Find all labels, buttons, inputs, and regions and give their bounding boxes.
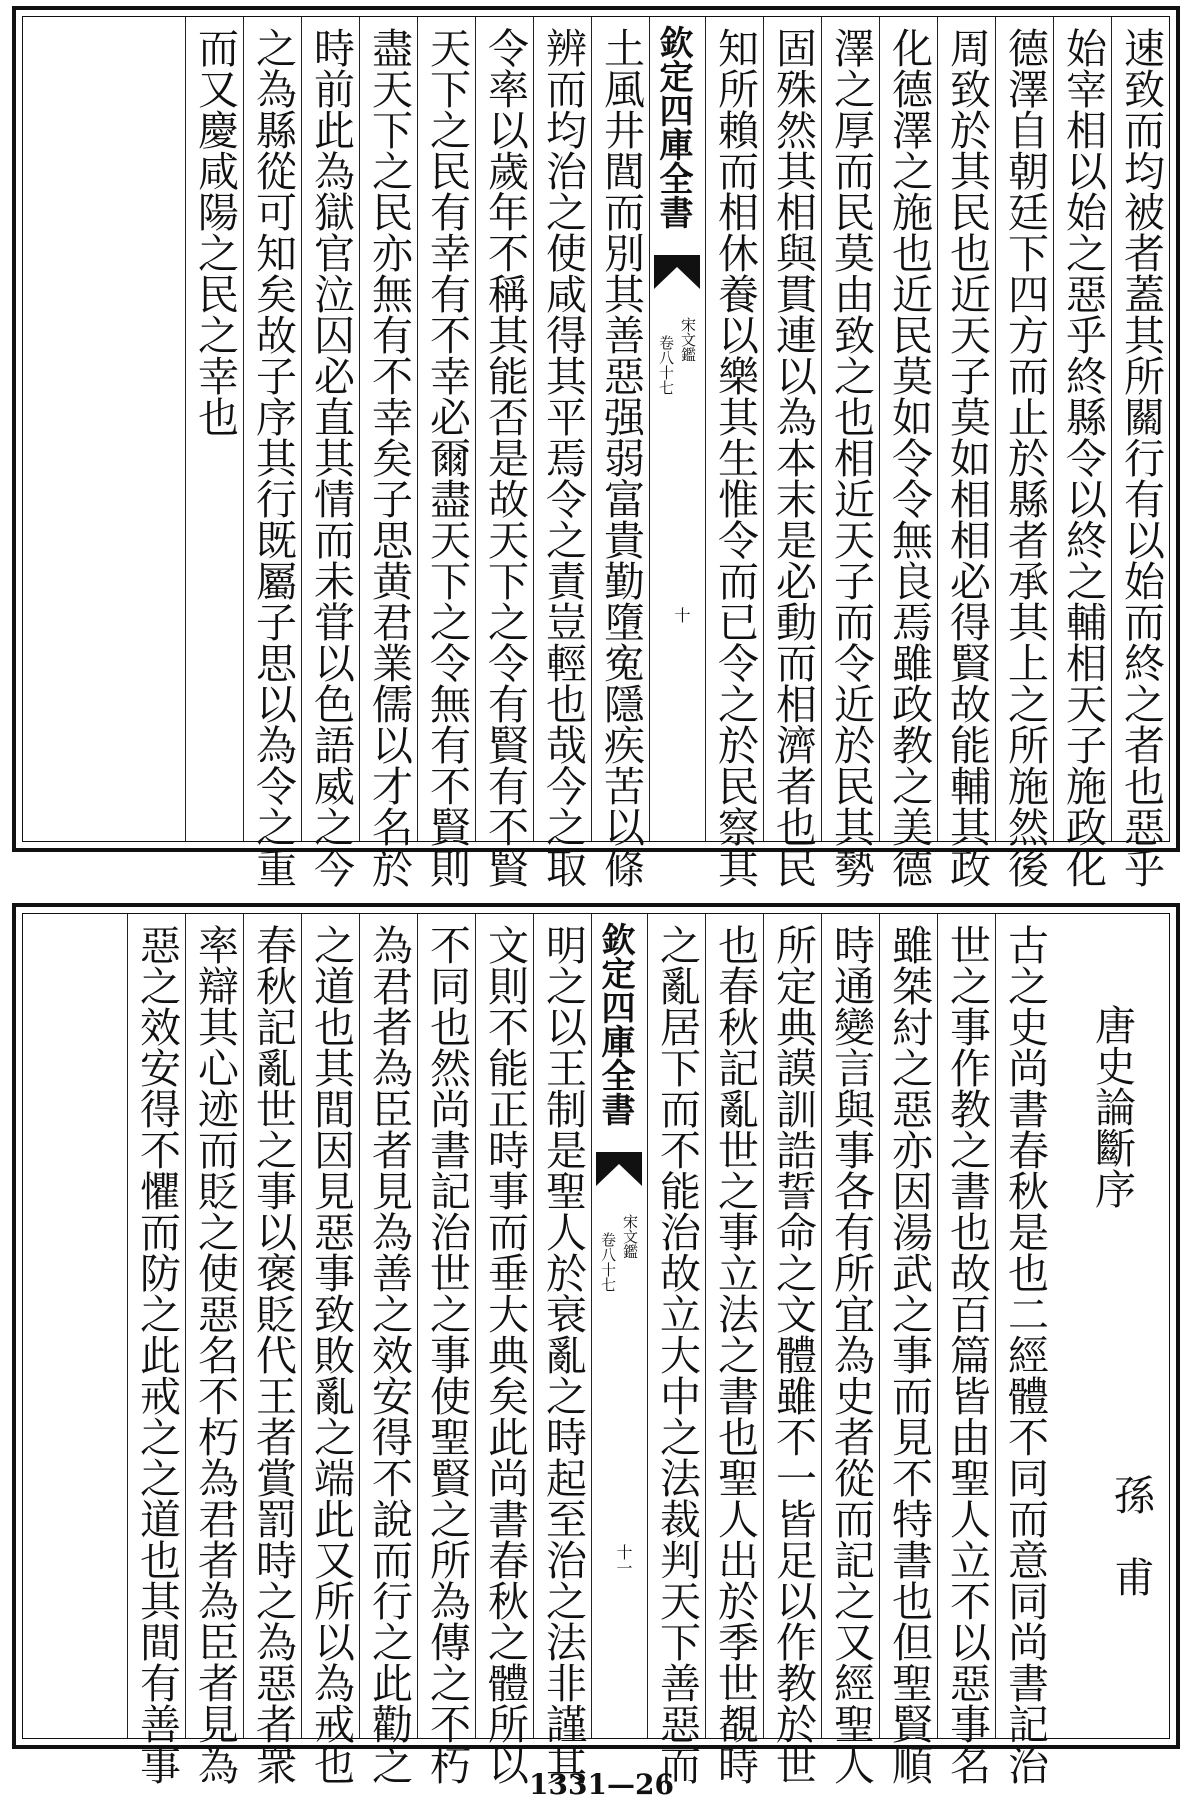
text-column: 之為縣從可知矣故子序其行既屬子思以為令之重 <box>243 17 301 841</box>
text-column: 澤之厚而民莫由致之也相近天子而令近於民其勢 <box>821 17 879 841</box>
text-column: 古之史尚書春秋是也二經體不同而意同尚書記治 <box>995 914 1053 1738</box>
text-column: 辨而均治之使咸得其平焉令之責豈輕也哉今之取 <box>533 17 591 841</box>
volume-label: 卷八十七 <box>657 335 675 395</box>
text-column: 固殊然其相與貫連以為本末是必動而相濟者也民 <box>763 17 821 841</box>
text-column: 土風井閭而別其善惡强弱富貴勤墮寃隱疾苦以條 <box>591 17 649 841</box>
text-column: 率辯其心迹而貶之使惡名不朽為君者為臣者見為 <box>185 914 243 1738</box>
book-title: 宋文鑑 <box>679 317 697 362</box>
fish-tail-mark-icon <box>596 1152 642 1186</box>
collection-title: 欽定四庫全書 <box>653 25 693 229</box>
text-column: 盡天下之民亦無有不幸矣子思黄君業儒以才名於 <box>359 17 417 841</box>
text-column: 德澤自朝廷下四方而止於縣者承其上之所施然後 <box>995 17 1053 841</box>
text-column: 時前此為獄官泣囚必直其情而未甞以色語威之今 <box>301 17 359 841</box>
text-column: 所定典謨訓誥誓命之文體雖不一皆足以作教於世 <box>763 914 821 1738</box>
text-column: 令率以歲年不稱其能否是故天下之令有賢有不賢 <box>475 17 533 841</box>
text-column: 世之事作教之書也故百篇皆由聖人立不以惡事名 <box>937 914 995 1738</box>
leaf-number: 十 <box>672 607 691 623</box>
text-column: 始宰相以始之惡乎終縣令以終之輔相天子施政化 <box>1053 17 1111 841</box>
upper-page <box>12 6 1180 888</box>
essay-heading <box>1053 914 1169 1738</box>
text-column: 明之以王制是聖人於衰亂之時起至治之法非謹其 <box>533 914 591 1738</box>
text-column: 春秋記亂世之事以褒貶代王者賞罰時之為惡者衆 <box>243 914 301 1738</box>
text-column: 為君者為臣者見為善之效安得不說而行之此勸之 <box>359 914 417 1738</box>
text-column: 之道也其間因見惡事致敗亂之端此又所以為戒也 <box>301 914 359 1738</box>
text-column: 也春秋記亂世之事立法之書也聖人出於季世覩時 <box>705 914 763 1738</box>
upper-page-columns <box>23 17 1169 888</box>
text-column: 雖桀紂之惡亦因湯武之事而見不特書也但聖賢順 <box>879 914 937 1738</box>
text-column: 天下之民有幸有不幸必爾盡天下之令無有不賢則 <box>417 17 475 841</box>
text-column: 不同也然尚書記治世之事使聖賢之所為傳之不朽 <box>417 914 475 1738</box>
text-column: 而又慶咸陽之民之幸也 <box>185 17 243 841</box>
text-column: 惡之效安得不懼而防之此戒之之道也其間有善事 <box>127 914 185 1738</box>
essay-title: 唐史論斷序 <box>1088 1004 1136 1209</box>
text-column: 時通變言與事各有所宜為史者從而記之又經聖人 <box>821 914 879 1738</box>
collection-title: 欽定四庫全書 <box>595 922 635 1126</box>
page-margin <box>23 914 127 1738</box>
text-column: 周致於其民也近天子莫如相相必得賢故能輔其政 <box>937 17 995 841</box>
text-column: 之亂居下而不能治故立大中之法裁判天下善惡而 <box>647 914 705 1738</box>
center-gutter <box>591 914 647 1738</box>
book-title: 宋文鑑 <box>621 1214 639 1259</box>
upper-page-frame <box>22 16 1170 888</box>
text-column: 速致而均被者蓋其所關行有以始而終之者也惡乎 <box>1111 17 1169 841</box>
fish-tail-mark-icon <box>654 255 700 289</box>
page-number: 1331—26 <box>529 1768 674 1801</box>
text-column: 知所賴而相休養以樂其生惟令而已令之於民察其 <box>705 17 763 841</box>
page-margin <box>23 17 185 841</box>
leaf-number: 十一 <box>614 1544 633 1576</box>
text-column: 文則不能正時事而垂大典矣此尚書春秋之體所以 <box>475 914 533 1738</box>
essay-author: 孫 甫 <box>1106 1474 1155 1597</box>
volume-label: 卷八十七 <box>599 1232 617 1292</box>
center-gutter <box>649 17 705 841</box>
text-column: 化德澤之施也近民莫如令令無良焉雖政教之美德 <box>879 17 937 841</box>
